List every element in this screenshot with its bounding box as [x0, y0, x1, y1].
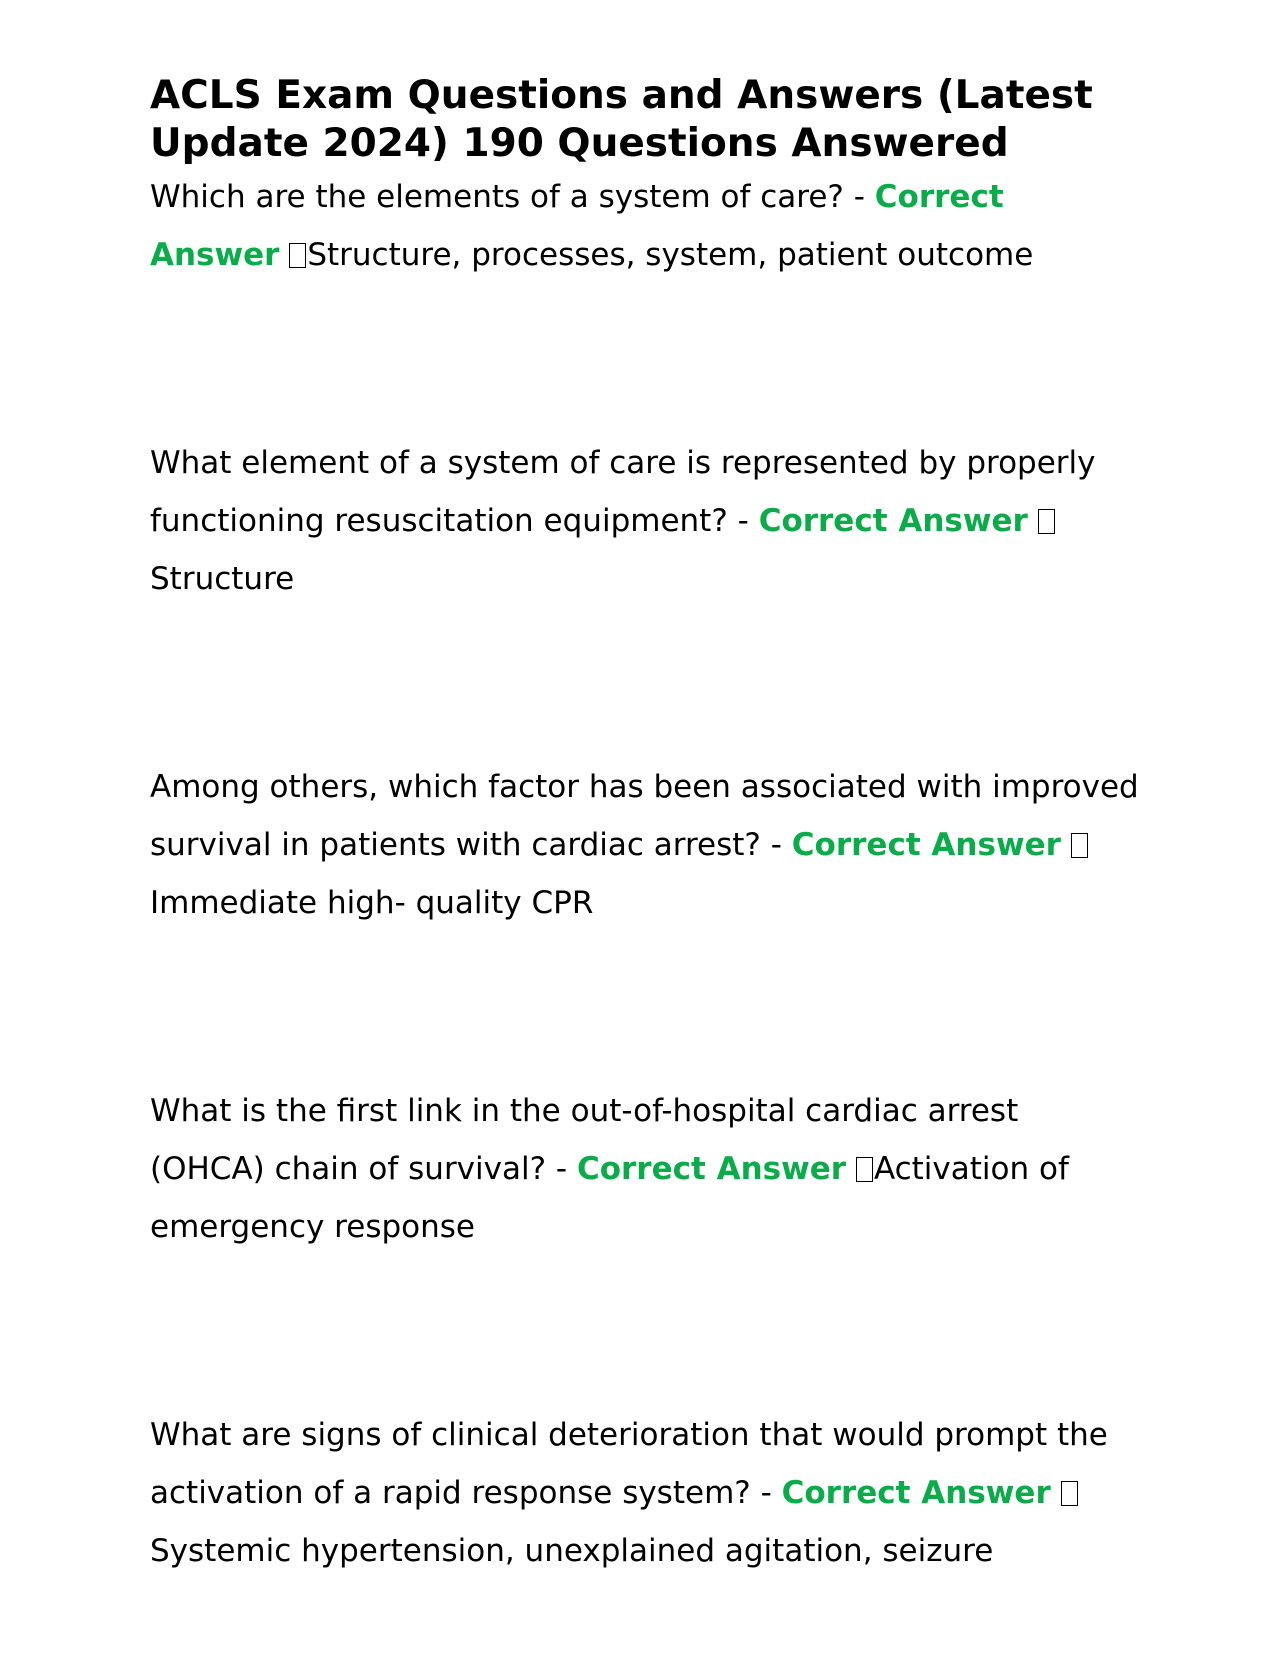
- missing-glyph-box-icon: [289, 243, 306, 268]
- question-text: Which are the elements of a system of care?: [150, 179, 844, 215]
- qa-item: [150, 434, 1140, 608]
- document-page: [150, 72, 1140, 1580]
- answer-text: Structure: [150, 561, 295, 597]
- answer-text: Immediate high- quality CPR: [150, 885, 594, 921]
- question-text: Among others, which factor has been associated with improved survival in patients with cardiac arrest?: [150, 769, 1139, 863]
- question-answer-separator: -: [760, 827, 792, 863]
- answer-text: Structure, processes, system, patient outcome: [307, 237, 1034, 273]
- question-answer-separator: -: [750, 1475, 782, 1511]
- document-title: ACLS Exam Questions and Answers (Latest Update 2024) 190 Questions Answered: [150, 73, 1093, 166]
- question-answer-separator: -: [546, 1151, 577, 1187]
- missing-glyph-box-icon: [856, 1157, 873, 1182]
- question-text: What is the first link in the out-of-hospital cardiac arrest (OHCA) chain of survival?: [150, 1093, 1019, 1187]
- question-text: What are signs of clinical deterioration that would prompt the activation of a rapid response system?: [150, 1417, 1108, 1511]
- qa-item: [150, 1406, 1140, 1580]
- answer-text: Activation of emergency response: [150, 1151, 1069, 1245]
- question-answer-separator: -: [727, 503, 759, 539]
- qa-item: [150, 168, 1140, 284]
- missing-glyph-box-icon: [1061, 1481, 1078, 1506]
- qa-item: [150, 1082, 1140, 1256]
- correct-answer-label: Correct Answer: [781, 1475, 1051, 1511]
- missing-glyph-box-icon: [1071, 833, 1088, 858]
- correct-answer-label: Correct Answer: [791, 827, 1061, 863]
- question-answer-separator: -: [843, 179, 875, 215]
- qa-list: [150, 168, 1140, 1580]
- correct-answer-label: Correct Answer: [758, 503, 1028, 539]
- answer-text: Systemic hypertension, unexplained agitation, seizure: [150, 1533, 994, 1569]
- correct-answer-label: Correct Answer: [150, 179, 1004, 273]
- question-text: What element of a system of care is represented by properly functioning resuscitation equipment?: [150, 445, 1096, 539]
- qa-item: [150, 758, 1140, 932]
- correct-answer-label: Correct Answer: [576, 1151, 847, 1187]
- missing-glyph-box-icon: [1038, 509, 1055, 534]
